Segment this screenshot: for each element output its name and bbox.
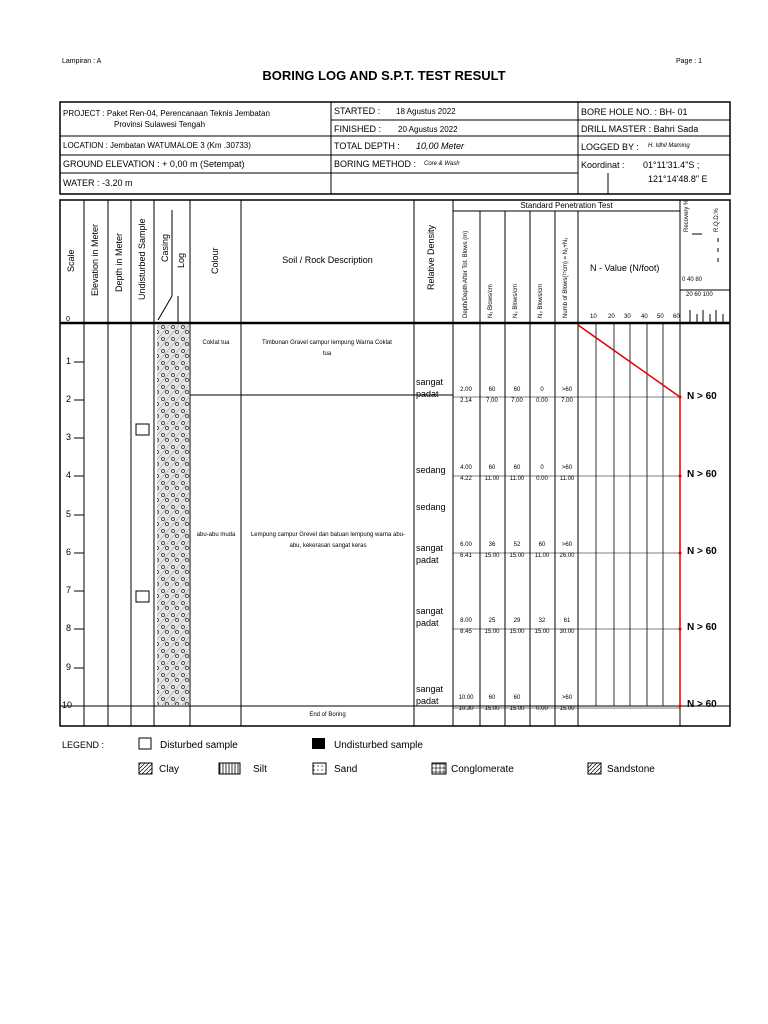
finished-value: 20 Agustus 2022: [398, 125, 458, 134]
spt-cell: 4.00: [460, 465, 472, 471]
logged-by-name: H. Idhil Maming: [648, 143, 690, 149]
started-value: 18 Agustus 2022: [396, 107, 456, 116]
density-row-3: sangat padat: [416, 543, 444, 565]
spt-cell: 60: [488, 465, 496, 471]
spt-cell: 11.00: [484, 476, 500, 482]
n-value-label: N > 60: [687, 469, 717, 480]
spt-cell: 15.00: [484, 629, 500, 635]
spt-cell: 15.00: [484, 706, 500, 712]
spt-cell: 36: [488, 542, 496, 548]
depth-6: 6: [66, 547, 72, 557]
spt-cell: 4.22: [460, 476, 472, 482]
n-value-label: N > 60: [687, 391, 717, 402]
col-casing: Casing: [160, 233, 170, 262]
n-tick-30: 30: [624, 314, 631, 320]
n-tick-40: 40: [641, 314, 648, 320]
legend-conglomerate-symbol: [432, 763, 446, 774]
spt-cell: 60: [488, 695, 496, 701]
legend-sandstone: Sandstone: [607, 764, 655, 775]
depth-8: 8: [66, 623, 72, 633]
legend-sand: Sand: [334, 764, 358, 775]
spt-cell: 11.00: [534, 553, 550, 559]
sample-box: [136, 591, 149, 602]
spt-cell: >60: [561, 542, 573, 548]
col-ntotal: Numb of Blows(¹⁵cm) = N₂+N₃: [563, 237, 569, 318]
legend-sand-symbol: [313, 763, 326, 774]
spt-cell: 15.00: [509, 553, 525, 559]
density-row-4: sangat padat: [416, 606, 444, 628]
layer-2-colour: abu-abu muda: [196, 532, 236, 538]
lampiran-label: Lampiran : A: [62, 58, 102, 65]
spt-cell: 30.00: [559, 629, 575, 635]
spt-cell: >60: [561, 465, 573, 471]
spt-cell: 60: [513, 465, 521, 471]
boring-method-value: Core & Wash: [424, 161, 460, 167]
col-log: Log: [176, 252, 186, 268]
depth-3: 3: [66, 432, 72, 442]
n-tick-20: 20: [608, 314, 615, 320]
col-elevation: Elevation in Meter: [90, 223, 100, 296]
sample-box: [136, 424, 149, 435]
depth-9: 9: [66, 662, 72, 672]
col-depth: Depth in Meter: [114, 232, 124, 292]
col-density: Relative Density: [426, 224, 436, 290]
n-tick-50: 50: [657, 314, 664, 320]
spt-cell: 6.41: [460, 553, 472, 559]
legend-conglomerate: Conglomerate: [451, 764, 514, 775]
col-n2: N₂ Blows/cm: [513, 284, 519, 318]
logged-by-label: LOGGED BY :: [581, 142, 639, 152]
location-label: LOCATION : Jembatan WATUMALOE 3 (Km .30733): [63, 141, 251, 150]
spt-cell: 25: [488, 618, 496, 624]
page-title: BORING LOG AND S.P.T. TEST RESULT: [262, 68, 506, 83]
spt-cell: 60: [513, 695, 521, 701]
koordinat-value-1: 01°11'31.4"S ;: [643, 160, 700, 170]
legend-silt: Silt: [253, 764, 267, 775]
legend-undisturbed: Undisturbed sample: [334, 740, 423, 751]
depth-2: 2: [66, 394, 72, 404]
legend-disturbed: Disturbed sample: [160, 740, 238, 751]
spt-cell: 0.00: [536, 706, 548, 712]
density-row-2: sedang: [416, 465, 446, 475]
spt-cell: 0: [540, 387, 544, 393]
spt-cell: 7.00: [486, 398, 498, 404]
depth-0: 0: [66, 316, 70, 323]
water-level: WATER : -3.20 m: [63, 178, 133, 188]
spt-cell: 0.00: [536, 398, 548, 404]
started-label: STARTED :: [334, 106, 381, 116]
spt-cell: 10.30: [458, 706, 474, 712]
ground-elevation: GROUND ELEVATION : + 0,00 m (Setempat): [63, 159, 245, 169]
total-depth-label: TOTAL DEPTH :: [334, 141, 400, 151]
col-n1: N₁ Blows/cm: [488, 284, 494, 318]
spt-cell: 60: [538, 542, 546, 548]
depth-7: 7: [66, 585, 72, 595]
spt-cell: 0.00: [536, 476, 548, 482]
n-value-label: N > 60: [687, 546, 717, 557]
col-n3: N₃ Blows/cm: [538, 283, 544, 318]
project-label-2: Provinsi Sulawesi Tengah: [114, 120, 206, 129]
spt-cell: 7.00: [561, 398, 573, 404]
layer-2-description: Lempung campur Grevel dan batuan lempung warna abu-abu, kekerasan sangat keras: [250, 532, 406, 549]
col-spt-depth: Depth/Depth After Tot. Blows (m): [463, 230, 469, 318]
spt-cell: >60: [561, 695, 573, 701]
spt-cell: 15.00: [534, 629, 550, 635]
page-number: Page : 1: [676, 58, 703, 65]
spt-cell: 10.00: [458, 695, 474, 701]
spt-cell: 2.14: [460, 398, 472, 404]
legend-sandstone-symbol: [588, 763, 601, 774]
col-scale: Scale: [66, 249, 76, 272]
col-colour: Colour: [210, 247, 220, 274]
col-description: Soil / Rock Description: [282, 255, 373, 265]
koordinat-value-2: 121°14'48.8" E: [648, 174, 708, 184]
spt-cell: 6.00: [460, 542, 472, 548]
layer-1-description: Timbunan Gravel campur lempung Warna Coklat tua: [262, 340, 392, 357]
spt-cell: >60: [561, 387, 573, 393]
n-value-line: [578, 325, 680, 706]
spt-cell: 8.45: [460, 629, 472, 635]
spt-cell: 60: [488, 387, 496, 393]
spt-cell: 11.00: [559, 476, 575, 482]
spt-title: Standard Penetration Test: [520, 201, 613, 210]
spt-cell: 15.00: [559, 706, 575, 712]
spt-cell: 32: [538, 618, 546, 624]
borehole-number: BORE HOLE NO. : BH- 01: [581, 107, 688, 117]
layer-1-colour: Coklat tua: [202, 340, 230, 346]
boring-method-label: BORING METHOD :: [334, 159, 417, 169]
legend-clay-symbol: [139, 763, 152, 774]
drill-master: DRILL MASTER : Bahri Sada: [581, 124, 699, 134]
legend-label: LEGEND :: [62, 740, 105, 750]
spt-cell: 61: [563, 618, 571, 624]
total-depth-value: 10,00 Meter: [416, 141, 465, 151]
koordinat-label: Koordinat :: [581, 160, 625, 170]
finished-label: FINISHED :: [334, 124, 382, 134]
depth-4: 4: [66, 470, 72, 480]
n-tick-10: 10: [590, 314, 597, 320]
legend-disturbed-symbol: [139, 738, 151, 749]
project-label: PROJECT : Paket Ren-04, Perencanaan Teknis Jembatan: [63, 109, 270, 118]
legend-silt-symbol: [219, 763, 240, 774]
spt-cell: 7.00: [511, 398, 523, 404]
legend-clay: Clay: [159, 764, 180, 775]
spt-cell: 15.00: [509, 706, 525, 712]
col-undisturbed: Undisturbed Sample: [137, 218, 147, 300]
density-extra: sedang: [416, 502, 446, 512]
spt-cell: 29: [513, 618, 521, 624]
legend-undisturbed-symbol: [312, 738, 325, 749]
end-of-boring: End of Boring: [309, 712, 346, 718]
recovery-ticks-bottom: 20 60 100: [686, 292, 713, 298]
n-value-label: N > 60: [687, 699, 717, 710]
spt-cell: 26.00: [559, 553, 575, 559]
depth-10: 10: [62, 700, 73, 710]
col-nvalue: N - Value (N/foot): [590, 263, 660, 273]
spt-cell: 8.00: [460, 618, 472, 624]
spt-cell: 2.00: [460, 387, 472, 393]
spt-cell: 52: [513, 542, 521, 548]
spt-cell: 15.00: [484, 553, 500, 559]
n-tick-60: 60: [673, 314, 680, 320]
density-row-5: sangat padat: [416, 684, 444, 706]
recovery-ticks-top: 0 40 80: [682, 277, 703, 283]
depth-1: 1: [66, 356, 72, 366]
spt-cell: 60: [513, 387, 521, 393]
density-row-1: sangat padat: [416, 377, 444, 399]
n-value-label: N > 60: [687, 622, 717, 633]
spt-cell: 15.00: [509, 629, 525, 635]
soil-log-column: [157, 325, 189, 705]
col-rqd: R.Q.D.%: [714, 208, 720, 232]
depth-5: 5: [66, 509, 72, 519]
spt-cell: 0: [540, 465, 544, 471]
spt-cell: 11.00: [509, 476, 525, 482]
col-recovery: Recovery %: [684, 199, 690, 232]
